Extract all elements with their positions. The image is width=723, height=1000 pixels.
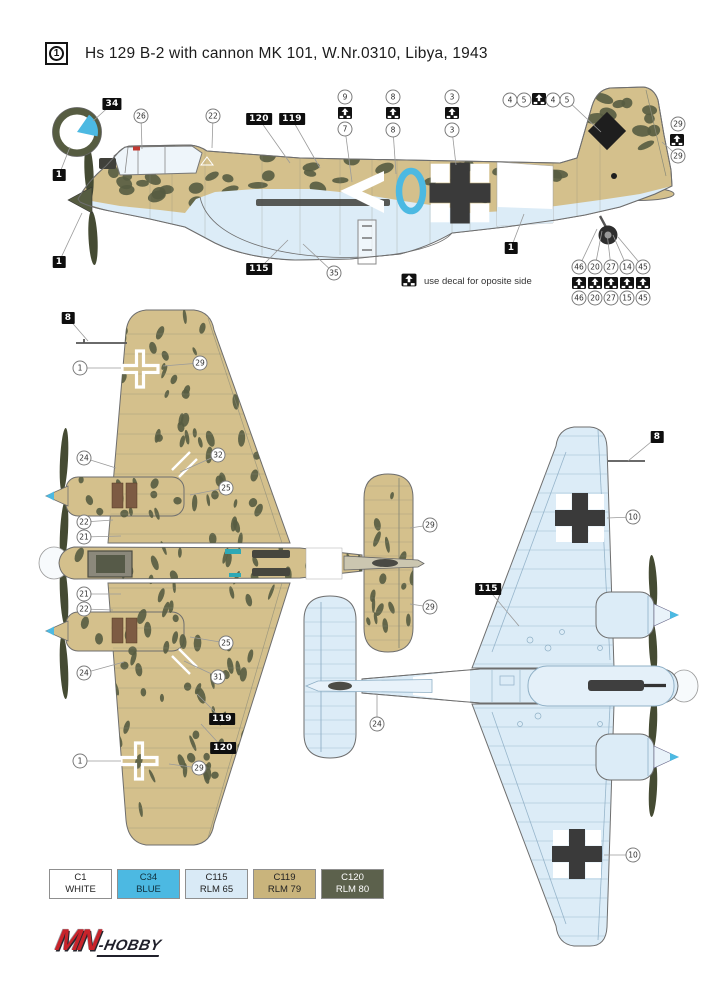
callout-29: 29: [671, 117, 686, 132]
paint-name: WHITE: [65, 884, 96, 895]
callout-1: 1: [73, 754, 88, 769]
callout-1: 1: [73, 361, 88, 376]
callout-20: 20: [588, 260, 603, 275]
callout-32: 32: [211, 448, 226, 463]
callout-15: 15: [620, 291, 635, 306]
callout-29: 29: [423, 600, 438, 615]
callout-10: 10: [626, 510, 641, 525]
callout-27: 27: [604, 260, 619, 275]
callout-119: 119: [279, 113, 305, 125]
legend-swatch-c1: [49, 869, 112, 899]
callout-21: 21: [77, 530, 92, 545]
callout-31: 31: [211, 670, 226, 685]
callout-24: 24: [77, 451, 92, 466]
callout-35: 35: [327, 266, 342, 281]
callout-45: 45: [636, 260, 651, 275]
callout-4: 4: [546, 93, 561, 108]
callout-24: 24: [77, 666, 92, 681]
callout-14: 14: [620, 260, 635, 275]
callout-26: 26: [134, 109, 149, 124]
callout-8: 8: [62, 312, 75, 324]
callout-29: 29: [192, 761, 207, 776]
callout-46: 46: [572, 291, 587, 306]
callout-4: 4: [503, 93, 518, 108]
paint-code: C1: [74, 872, 87, 884]
callout-27: 27: [604, 291, 619, 306]
page-title: Hs 129 B-2 with cannon MK 101, W.Nr.0310, Libya, 1943: [85, 44, 488, 62]
paint-legend: [49, 869, 384, 899]
callout-22: 22: [206, 109, 221, 124]
callout-120: 120: [210, 742, 236, 754]
callout-5: 5: [560, 93, 575, 108]
decal-note: [401, 273, 532, 290]
callout-120: 120: [246, 113, 272, 125]
paint-code: C120: [341, 872, 364, 884]
paint-code: C119: [273, 872, 296, 884]
legend-swatch-c120: [321, 869, 384, 899]
paint-code: C115: [205, 872, 228, 884]
callout-1: 1: [505, 242, 518, 254]
callout-34: 34: [102, 98, 121, 110]
callout-5: 5: [517, 93, 532, 108]
paint-name: RLM 65: [199, 884, 234, 895]
callout-29: 29: [423, 518, 438, 533]
callout-45: 45: [636, 291, 651, 306]
logo-hobby: -HOBBY: [96, 937, 162, 957]
paint-code: C34: [139, 872, 158, 884]
callout-3: 3: [445, 123, 460, 138]
callout-22: 22: [77, 602, 92, 617]
apply-decal-icon: [401, 273, 417, 290]
scheme-number: 1: [49, 46, 64, 61]
callout-119: 119: [209, 713, 235, 725]
scheme-badge: [45, 42, 68, 65]
brand-logo: [52, 924, 165, 958]
header: [45, 42, 488, 65]
callout-9: 9: [338, 90, 353, 105]
callout-10: 10: [626, 848, 641, 863]
callout-8: 8: [651, 431, 664, 443]
callout-1: 1: [53, 169, 66, 181]
callout-1: 1: [53, 256, 66, 268]
callout-8: 8: [386, 90, 401, 105]
callout-24: 24: [370, 717, 385, 732]
legend-swatch-c34: [117, 869, 180, 899]
paint-name: RLM 80: [335, 884, 370, 895]
paint-name: BLUE: [136, 884, 161, 895]
paint-name: RLM 79: [267, 884, 302, 895]
legend-swatch-c115: [185, 869, 248, 899]
callout-8: 8: [386, 123, 401, 138]
callout-29: 29: [671, 149, 686, 164]
callout-115: 115: [246, 263, 272, 275]
callout-25: 25: [219, 481, 234, 496]
logo-mn: MN: [52, 924, 101, 957]
callout-3: 3: [445, 90, 460, 105]
legend-swatch-c119: [253, 869, 316, 899]
callout-29: 29: [193, 356, 208, 371]
callout-115: 115: [475, 583, 501, 595]
callout-7: 7: [338, 122, 353, 137]
decal-note-text: use decal for oposite side: [424, 276, 532, 287]
callout-25: 25: [219, 636, 234, 651]
callout-46: 46: [572, 260, 587, 275]
callout-22: 22: [77, 515, 92, 530]
callout-20: 20: [588, 291, 603, 306]
callout-21: 21: [77, 587, 92, 602]
